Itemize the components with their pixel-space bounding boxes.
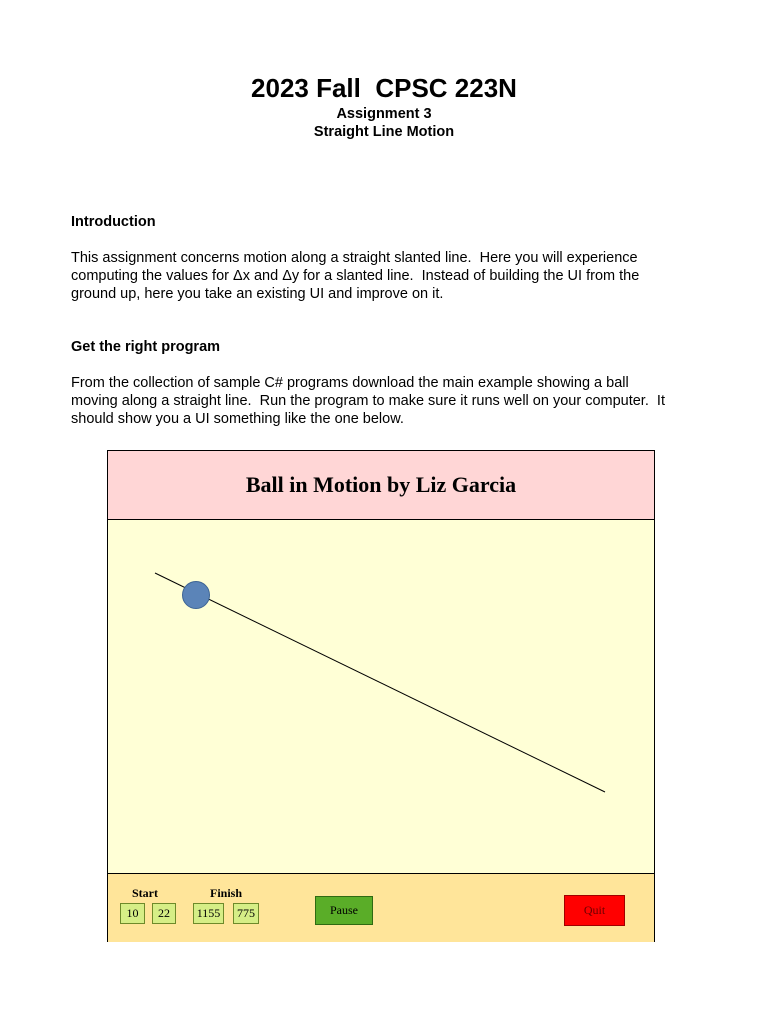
introduction-paragraph: [71, 249, 711, 303]
assignment-topic: Straight Line Motion: [313, 124, 455, 140]
finish-y-field[interactable]: 775: [233, 903, 259, 924]
section-heading-get-program: Get the right program: [71, 339, 221, 355]
ball: [183, 582, 210, 609]
finish-label: Finish: [210, 886, 243, 900]
pause-button[interactable]: Pause: [315, 896, 373, 925]
app-title: Ball in Motion by Liz Garcia: [245, 472, 517, 497]
get-program-line: should show you a UI something like the one below.: [71, 411, 404, 427]
start-label: Start: [132, 886, 158, 900]
introduction-line: ground up, here you take an existing UI and improve on it.: [71, 286, 444, 302]
motion-graphic: [108, 520, 654, 873]
start-y-field[interactable]: 22: [152, 903, 176, 924]
start-x-field[interactable]: 10: [120, 903, 145, 924]
introduction-line: computing the values for Δx and Δy for a slanted line. Instead of building the UI from the: [71, 268, 640, 284]
get-program-line: moving along a straight line. Run the program to make sure it runs well on your computer. It: [71, 393, 665, 409]
ball-motion-app-window: [107, 450, 655, 942]
introduction-line: This assignment concerns motion along a straight slanted line. Here you will experience: [71, 250, 638, 266]
get-program-paragraph: [71, 374, 711, 428]
quit-button[interactable]: Quit: [564, 895, 625, 926]
section-heading-introduction: Introduction: [71, 214, 156, 230]
motion-canvas: [108, 520, 654, 873]
assignment-number: Assignment 3: [336, 106, 432, 122]
control-panel: [108, 873, 654, 942]
app-header: [108, 451, 654, 520]
get-program-line: From the collection of sample C# programs download the main example showing a ball: [71, 375, 629, 391]
motion-path-line: [155, 573, 605, 792]
finish-x-field[interactable]: 1155: [193, 903, 224, 924]
page-title: 2023 Fall CPSC 223N: [251, 73, 517, 103]
